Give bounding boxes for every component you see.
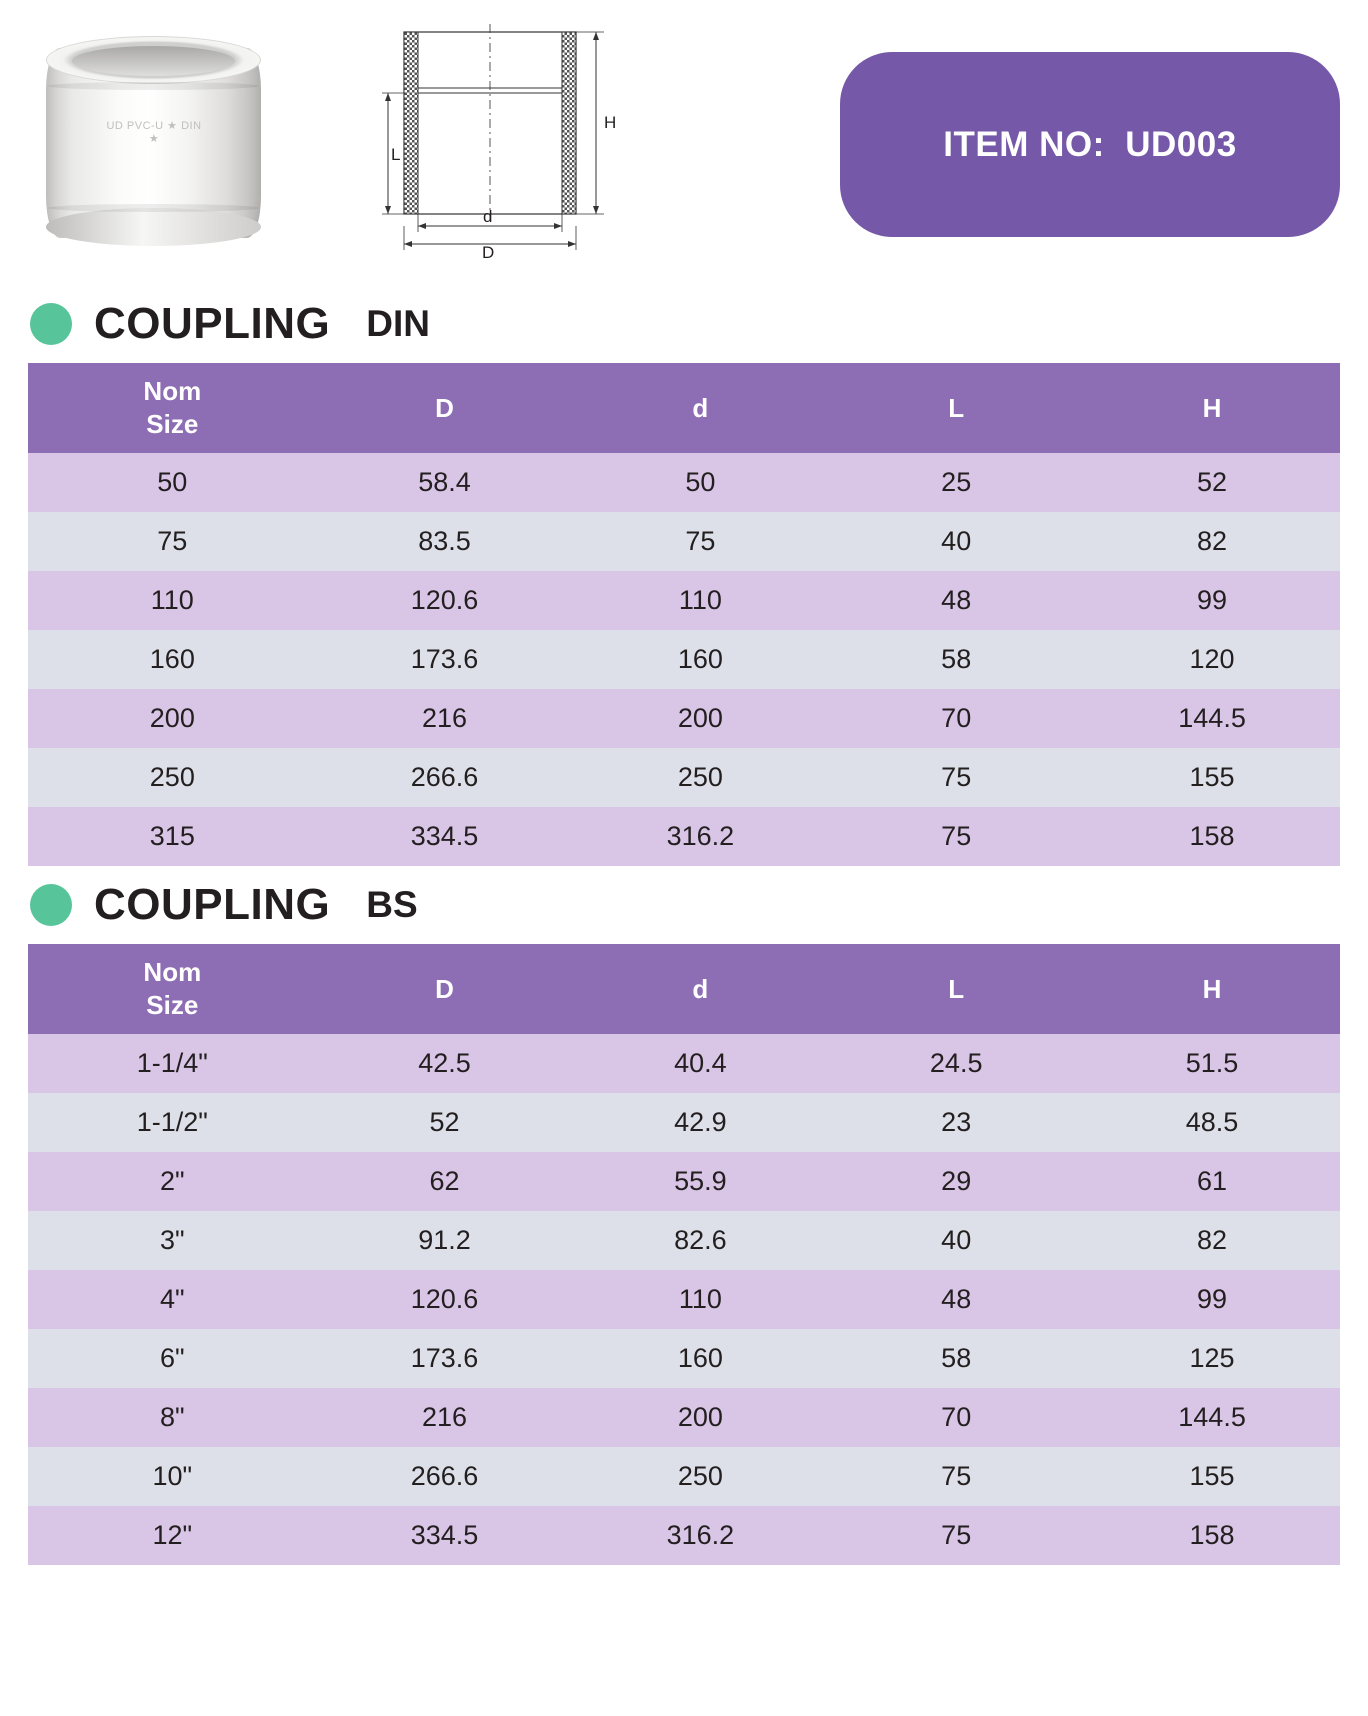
cell-nom-size: 1-1/4"	[28, 1034, 317, 1093]
table-row	[28, 571, 1340, 630]
col-header-nom-line2: Size	[146, 409, 199, 439]
cell-D: 91.2	[317, 1211, 573, 1270]
cell-D: 216	[317, 689, 573, 748]
table-row	[28, 453, 1340, 512]
section-subtitle-text: BS	[366, 884, 418, 925]
cell-H: 158	[1084, 1506, 1340, 1565]
cell-L: 75	[828, 1447, 1084, 1506]
cell-L: 29	[828, 1152, 1084, 1211]
cell-D: 216	[317, 1388, 573, 1447]
bullet-dot-icon	[30, 303, 72, 345]
section-title-bs	[0, 866, 1368, 944]
cell-d: 250	[572, 748, 828, 807]
table-row	[28, 1447, 1340, 1506]
table-row	[28, 689, 1340, 748]
table-row	[28, 1388, 1340, 1447]
table-row	[28, 1506, 1340, 1565]
technical-drawing	[382, 20, 632, 260]
cell-d: 250	[572, 1447, 828, 1506]
cell-D: 58.4	[317, 453, 573, 512]
header-section	[0, 0, 1368, 285]
table-row	[28, 748, 1340, 807]
cell-d: 316.2	[572, 1506, 828, 1565]
table-wrap-bs	[0, 944, 1368, 1565]
cell-nom-size: 12"	[28, 1506, 317, 1565]
table-header-row	[28, 944, 1340, 1034]
dim-label-D: D	[482, 243, 495, 260]
cell-nom-size: 2"	[28, 1152, 317, 1211]
cell-L: 70	[828, 1388, 1084, 1447]
cell-L: 58	[828, 1329, 1084, 1388]
col-header-nom-line1: Nom	[143, 375, 202, 406]
cell-D: 266.6	[317, 748, 573, 807]
cell-d: 200	[572, 1388, 828, 1447]
coupling-band-lower	[48, 204, 259, 212]
cell-H: 144.5	[1084, 689, 1340, 748]
cell-L: 75	[828, 1506, 1084, 1565]
cell-nom-size: 6"	[28, 1329, 317, 1388]
cell-D: 266.6	[317, 1447, 573, 1506]
table-row	[28, 512, 1340, 571]
cell-H: 48.5	[1084, 1093, 1340, 1152]
cell-H: 125	[1084, 1329, 1340, 1388]
cell-L: 24.5	[828, 1034, 1084, 1093]
item-no-label: ITEM NO: UD003	[943, 124, 1237, 164]
coupling-bs-table	[28, 944, 1340, 1565]
coupling-band-upper	[48, 82, 259, 90]
cell-D: 334.5	[317, 807, 573, 866]
cell-d: 42.9	[572, 1093, 828, 1152]
product-photo	[28, 20, 278, 260]
cell-H: 158	[1084, 807, 1340, 866]
section-subtitle-text: DIN	[366, 303, 430, 344]
cell-H: 144.5	[1084, 1388, 1340, 1447]
coupling-emboss-text: UD PVC-U ★ DIN ★	[106, 120, 202, 145]
col-header-d: d	[572, 944, 828, 1034]
table-row	[28, 630, 1340, 689]
cell-H: 99	[1084, 571, 1340, 630]
cell-H: 82	[1084, 1211, 1340, 1270]
table-row	[28, 1093, 1340, 1152]
cell-H: 52	[1084, 453, 1340, 512]
cell-nom-size: 110	[28, 571, 317, 630]
cell-L: 25	[828, 453, 1084, 512]
cell-d: 110	[572, 1270, 828, 1329]
table-header-row	[28, 363, 1340, 453]
table-row	[28, 807, 1340, 866]
cell-L: 75	[828, 748, 1084, 807]
bullet-dot-icon	[30, 884, 72, 926]
col-header-D: D	[317, 944, 573, 1034]
table-row	[28, 1270, 1340, 1329]
cell-nom-size: 3"	[28, 1211, 317, 1270]
cell-nom-size: 10"	[28, 1447, 317, 1506]
col-header-D: D	[317, 363, 573, 453]
cell-D: 120.6	[317, 571, 573, 630]
table-wrap-din	[0, 363, 1368, 866]
cell-nom-size: 50	[28, 453, 317, 512]
cell-L: 75	[828, 807, 1084, 866]
dim-label-H: H	[604, 113, 617, 132]
cell-H: 155	[1084, 1447, 1340, 1506]
cell-d: 55.9	[572, 1152, 828, 1211]
col-header-nom-size	[28, 363, 317, 453]
cell-D: 83.5	[317, 512, 573, 571]
col-header-L: L	[828, 363, 1084, 453]
cell-D: 62	[317, 1152, 573, 1211]
col-header-nom-line1: Nom	[143, 956, 202, 987]
cell-L: 48	[828, 1270, 1084, 1329]
cell-d: 316.2	[572, 807, 828, 866]
cell-D: 173.6	[317, 630, 573, 689]
cell-d: 110	[572, 571, 828, 630]
coupling-bore	[72, 46, 235, 76]
col-header-L: L	[828, 944, 1084, 1034]
cell-d: 75	[572, 512, 828, 571]
cell-L: 70	[828, 689, 1084, 748]
col-header-H: H	[1084, 944, 1340, 1034]
cell-d: 200	[572, 689, 828, 748]
cell-L: 48	[828, 571, 1084, 630]
dimension-diagram-svg	[382, 20, 632, 260]
coupling-bottom-lip	[46, 208, 261, 246]
col-header-nom-line2: Size	[146, 990, 199, 1020]
cell-D: 52	[317, 1093, 573, 1152]
coupling-din-table	[28, 363, 1340, 866]
cell-H: 61	[1084, 1152, 1340, 1211]
cell-d: 160	[572, 1329, 828, 1388]
section-title-text: COUPLING	[94, 299, 331, 348]
cell-nom-size: 250	[28, 748, 317, 807]
cell-d: 160	[572, 630, 828, 689]
cell-D: 334.5	[317, 1506, 573, 1565]
cell-d: 82.6	[572, 1211, 828, 1270]
cell-H: 99	[1084, 1270, 1340, 1329]
cell-nom-size: 8"	[28, 1388, 317, 1447]
section-title-text: COUPLING	[94, 880, 331, 929]
cell-H: 82	[1084, 512, 1340, 571]
col-header-H: H	[1084, 363, 1340, 453]
cell-nom-size: 75	[28, 512, 317, 571]
cell-H: 51.5	[1084, 1034, 1340, 1093]
cell-nom-size: 315	[28, 807, 317, 866]
col-header-nom-size	[28, 944, 317, 1034]
table-row	[28, 1211, 1340, 1270]
cell-L: 58	[828, 630, 1084, 689]
cell-d: 50	[572, 453, 828, 512]
cell-H: 155	[1084, 748, 1340, 807]
cell-d: 40.4	[572, 1034, 828, 1093]
cell-L: 40	[828, 1211, 1084, 1270]
cell-nom-size: 160	[28, 630, 317, 689]
cell-D: 173.6	[317, 1329, 573, 1388]
item-no-badge	[840, 52, 1340, 237]
dim-label-L: L	[391, 145, 401, 164]
cell-H: 120	[1084, 630, 1340, 689]
cell-L: 40	[828, 512, 1084, 571]
cell-nom-size: 1-1/2"	[28, 1093, 317, 1152]
cell-nom-size: 200	[28, 689, 317, 748]
dim-label-d: d	[483, 207, 493, 226]
table-row	[28, 1329, 1340, 1388]
table-row	[28, 1034, 1340, 1093]
cell-D: 120.6	[317, 1270, 573, 1329]
cell-L: 23	[828, 1093, 1084, 1152]
section-title-din	[0, 285, 1368, 363]
cell-D: 42.5	[317, 1034, 573, 1093]
col-header-d: d	[572, 363, 828, 453]
table-row	[28, 1152, 1340, 1211]
cell-nom-size: 4"	[28, 1270, 317, 1329]
